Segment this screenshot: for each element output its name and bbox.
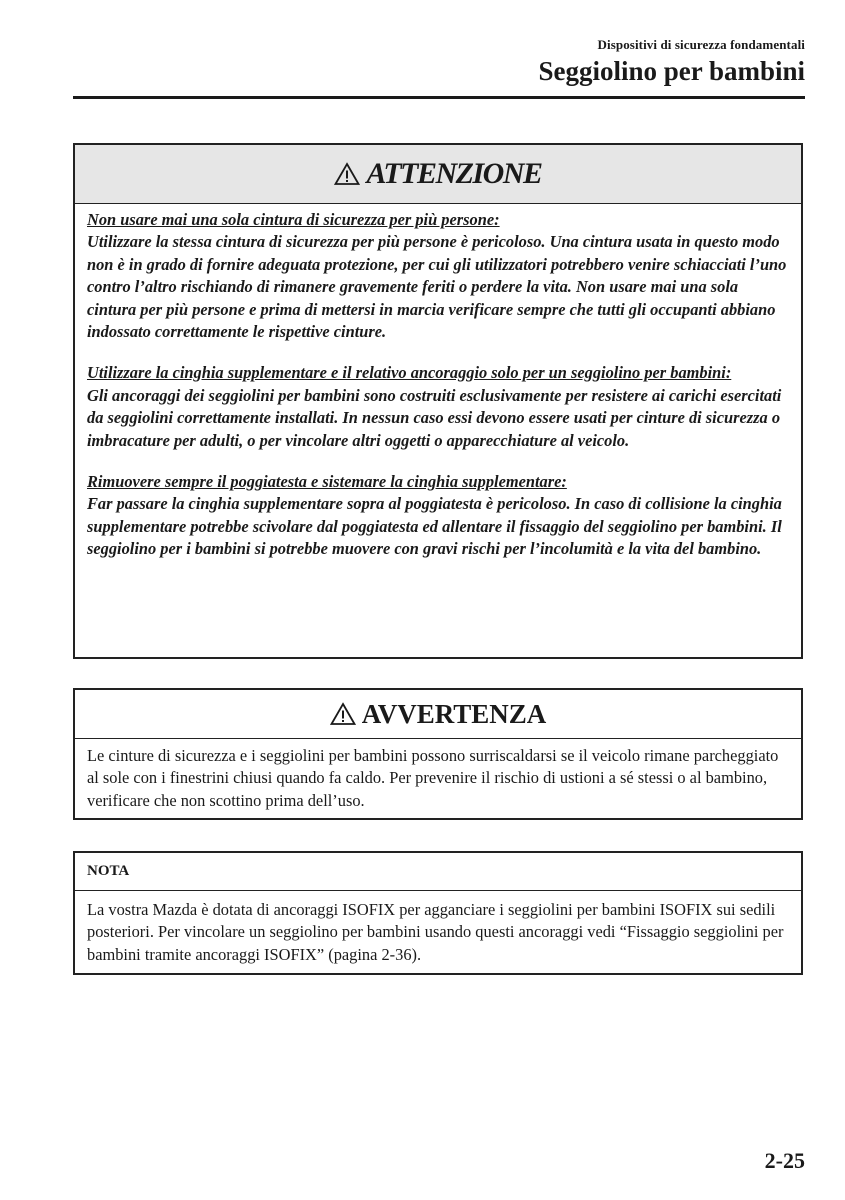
avvertenza-header — [75, 690, 801, 739]
attenzione-title: ATTENZIONE — [366, 157, 542, 190]
avvertenza-title: AVVERTENZA — [361, 698, 547, 729]
nota-header — [75, 853, 801, 891]
attenzione-item — [87, 209, 789, 343]
header-divider — [73, 96, 805, 99]
warning-triangle-icon — [334, 162, 360, 186]
nota-text: La vostra Mazda è dotata di ancoraggi ISOFIX per agganciare i seggiolini per bambini ISOFIX sui sedili posteriori. Per vincolare un seggiolino per bambini usando questi ancoraggi vedi “Fissaggio seggiolini per bambini tramite ancoraggi ISOFIX” (pagina 2-36). — [87, 900, 784, 964]
nota-title: NOTA — [87, 863, 130, 879]
nota-box — [73, 851, 803, 975]
warning-triangle-icon — [330, 702, 356, 726]
attenzione-item-text: Utilizzare la stessa cintura di sicurezza per più persone è pericoloso. Una cintura usata in questo modo non è in grado di fornire adeguata protezione, per cui gli utilizzatori potrebbero venire schiacciati l’uno contro l’altro rischiando di rimanere gravemente feriti o perdere la vita. Non usare mai una sola cintura per più persone e prima di mettersi in marcia verificare sempre che tutti gli occupanti abbiano indossato correttamente le rispettive cinture. — [87, 232, 787, 342]
attenzione-box — [73, 143, 803, 659]
attenzione-header — [75, 145, 801, 204]
avvertenza-text: Le cinture di sicurezza e i seggiolini per bambini possono surriscaldarsi se il veicolo rimane parcheggiato al sole con i finestrini chiusi quando fa caldo. Per prevenire il rischio di ustioni a sé stessi o al bambino, verificare che non scottino prima dell’uso. — [87, 746, 779, 810]
attenzione-body — [75, 204, 801, 561]
page-title: Seggiolino per bambini — [538, 56, 805, 86]
page-number: 2-25 — [764, 1148, 805, 1173]
attenzione-item-text: Far passare la cinghia supplementare sopra al poggiatesta è pericoloso. In caso di collisione la cinghia supplementare potrebbe scivolare dal poggiatesta ed allentare il fissaggio del seggiolino per bambini. Il seggiolino per i bambini si potrebbe muovere con gravi rischi per l’incolumità e la vita del bambino. — [87, 494, 782, 559]
section-title: Dispositivi di sicurezza fondamentali — [597, 37, 805, 52]
attenzione-item-subtitle: Non usare mai una sola cintura di sicurezza per più persone: — [87, 210, 500, 229]
attenzione-item-text: Gli ancoraggi dei seggiolini per bambini sono costruiti esclusivamente per resistere ai carichi esercitati da seggiolini correttamente installati. In nessun caso essi devono essere usati per cinture di sicurezza o imbracature per adulti, o per vincolare altri oggetti o apparecchiature al veicolo. — [87, 385, 782, 450]
avvertenza-box — [73, 688, 803, 820]
attenzione-item-subtitle: Utilizzare la cinghia supplementare e il relativo ancoraggio solo per un seggiolino per bambini: — [87, 363, 732, 383]
attenzione-item-subtitle: Rimuovere sempre il poggiatesta e sistemare la cinghia supplementare: — [87, 472, 567, 492]
attenzione-item — [87, 471, 789, 561]
attenzione-item — [87, 362, 789, 452]
